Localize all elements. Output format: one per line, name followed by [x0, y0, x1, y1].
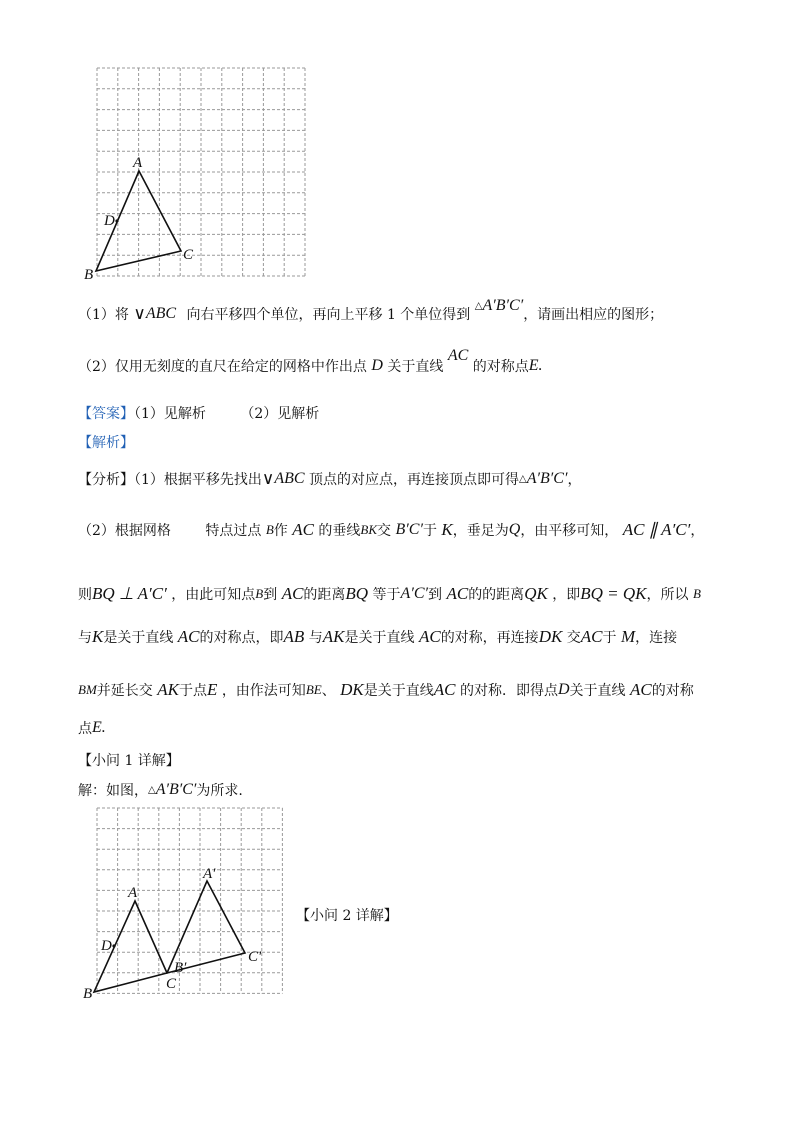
point-label-d: D — [104, 213, 115, 229]
detail-2-label: 【小问 2 详解】 — [296, 908, 398, 924]
point-label-b: B — [83, 986, 93, 1002]
analysis-part-2-line-1: （2）根据网格 特点过点 B作 AC 的垂线BK交 B′C′于 K，垂足为Q，由平移可知， AC ∥ A′C′， — [78, 520, 705, 539]
analysis-part-1: 【分析】（1）根据平移先找出∨ABC 顶点的对应点，再连接顶点即可得△A′B′C′， — [78, 469, 582, 489]
point-label-c-prime: C′ — [248, 949, 262, 965]
analysis-part-2-line-2: 则BQ ⊥ A′C′ ，由此可知点B到 AC的距离BQ 等于A′C′到 AC的的距离QK ，即BQ = QK，所以 B — [78, 584, 701, 603]
point-label-a-prime: A′ — [203, 866, 216, 882]
point-label-a: A — [128, 885, 138, 901]
analysis-part-2-line-4: BM并延长交 AK于点E ，由作法可知BE、 DK是关于直线AC 的对称．即得点D关于直线 AC的对称 — [78, 680, 694, 699]
question-2: （2）仅用无刻度的直尺在给定的网格中作出点 D 关于直线 AC 的对称点E. — [78, 347, 543, 375]
point-label-a: A — [133, 155, 143, 171]
point-label-b: B — [84, 267, 94, 283]
solution-line: 解：如图，△A′B′C′为所求. — [78, 781, 243, 799]
point-label-c: C — [166, 976, 177, 992]
point-label-b-prime: B′ — [174, 960, 187, 976]
answer-line: 【答案】（1）见解析 （2）见解析 — [78, 406, 320, 422]
analysis-part-2-line-5: 点E. — [78, 719, 106, 737]
point-label-c: C — [183, 247, 194, 263]
figure-1-grid — [0, 0, 800, 290]
detail-1-label: 【小问 1 详解】 — [78, 753, 180, 769]
analysis-label: 【解析】 — [78, 435, 134, 451]
question-1: （1）将 ∨ABC 向右平移四个单位，再向上平移 1 个单位得到 △A′B′C′，请画出相应的图形； — [78, 297, 664, 324]
point-label-d: D — [101, 938, 112, 954]
analysis-part-2-line-3: 与K是关于直线 AC的对称点，即AB 与AK是关于直线 AC的对称，再连接DK 交AC于 M，连接 — [78, 627, 678, 646]
